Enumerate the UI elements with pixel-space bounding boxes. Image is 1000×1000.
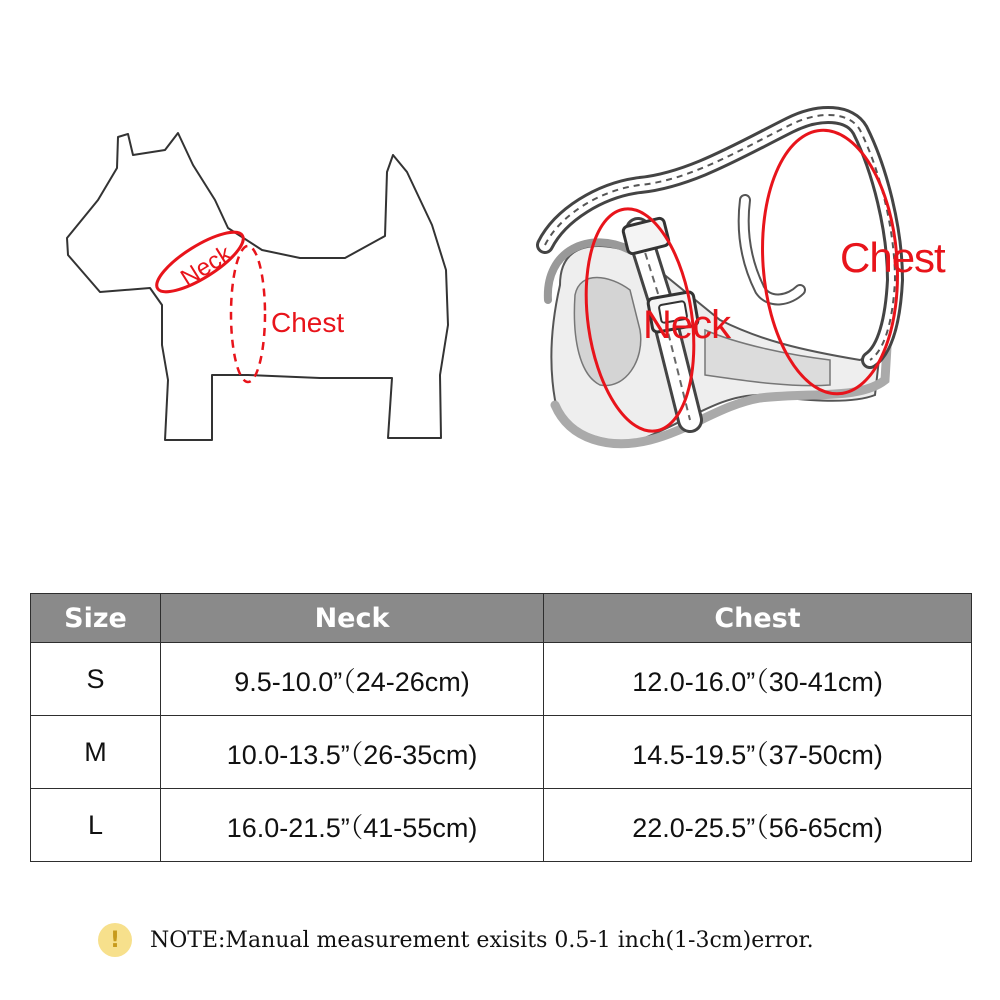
- table-row: [31, 643, 972, 716]
- harness-chest-label: Chest: [840, 234, 945, 281]
- dog-neck-label: Neck: [175, 240, 237, 293]
- size-chart-table: [30, 593, 972, 862]
- size-cell: M: [31, 716, 161, 789]
- header-chest: Chest: [544, 594, 972, 643]
- note-text: NOTE:Manual measurement exisits 0.5-1 inch(1-3cm)error.: [150, 927, 814, 953]
- chest-cell: 22.0-25.5”（56-65cm): [544, 789, 972, 862]
- exclamation-icon: !: [98, 923, 132, 957]
- dog-chest-label: Chest: [271, 307, 345, 338]
- neck-cell: 16.0-21.5”（41-55cm): [161, 789, 544, 862]
- harness-neck-label: Neck: [643, 303, 731, 347]
- size-cell: L: [31, 789, 161, 862]
- table-row: [31, 789, 972, 862]
- dog-outline-illustration: [67, 133, 448, 440]
- header-neck: Neck: [161, 594, 544, 643]
- size-cell: S: [31, 643, 161, 716]
- neck-cell: 9.5-10.0”（24-26cm): [161, 643, 544, 716]
- chest-cell: 14.5-19.5”（37-50cm): [544, 716, 972, 789]
- table-header-row: [31, 594, 972, 643]
- chest-cell: 12.0-16.0”（30-41cm): [544, 643, 972, 716]
- header-size: Size: [31, 594, 161, 643]
- table-row: [31, 716, 972, 789]
- neck-cell: 10.0-13.5”（26-35cm): [161, 716, 544, 789]
- measurement-note: [98, 922, 814, 958]
- harness-illustration: [545, 115, 946, 444]
